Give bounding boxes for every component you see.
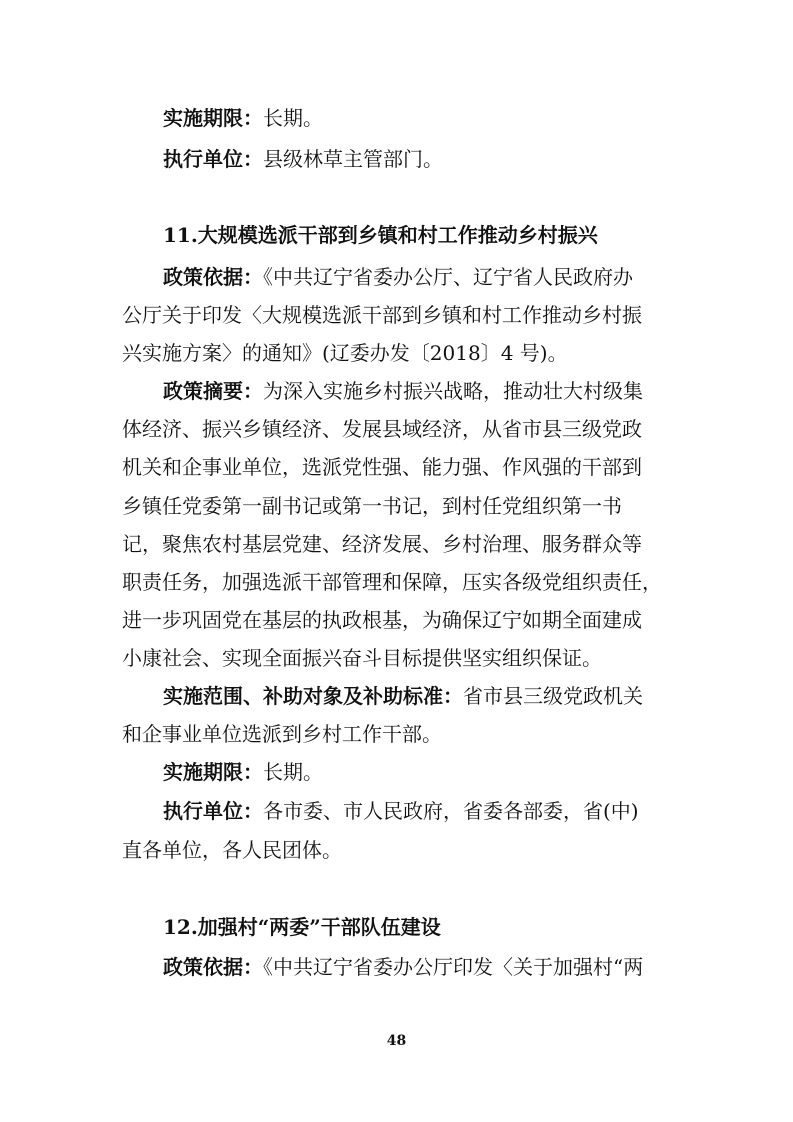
period-label: 实施期限： xyxy=(163,760,263,784)
unit-label: 执行单位： xyxy=(163,799,263,823)
page-number: 48 xyxy=(386,1033,407,1049)
s11-unit-line-1 xyxy=(163,797,639,825)
s11-scope-line-2: 和企事业单位选派到乡村工作干部。 xyxy=(122,722,442,746)
scope-label: 实施范围、补助对象及补助标准： xyxy=(163,684,463,708)
s11-summary-line-2: 体经济、振兴乡镇经济、发展县域经济，从省市县三级党政 xyxy=(122,417,642,441)
scope-text: 省市县三级党政机关 xyxy=(463,684,643,708)
s11-summary-line-3: 机关和企事业单位，选派党性强、能力强、作风强的干部到 xyxy=(122,455,642,479)
s11-summary-line-1 xyxy=(163,377,643,405)
s11-basis-line-2: 公厅关于印发〈大规模选派干部到乡镇和村工作推动乡村振 xyxy=(122,303,642,327)
period-value: 长期。 xyxy=(263,106,323,130)
unit-value: 县级林草主管部门。 xyxy=(263,147,443,171)
period-value: 长期。 xyxy=(263,760,323,784)
s11-scope-line-1 xyxy=(163,682,643,710)
basis-text: 《中共辽宁省委办公厅印发〈关于加强村“两 xyxy=(263,955,644,979)
unit-label: 执行单位： xyxy=(163,147,263,171)
summary-text: 为深入实施乡村振兴战略，推动壮大村级集 xyxy=(263,379,643,403)
s11-summary-line-6: 职责任务，加强选派干部管理和保障，压实各级党组织责任， xyxy=(122,570,662,594)
s11-summary-line-4: 乡镇任党委第一副书记或第一书记，到村任党组织第一书 xyxy=(122,494,622,518)
section-11-heading: 11.大规模选派干部到乡镇和村工作推动乡村振兴 xyxy=(163,223,598,247)
section-12-heading: 12.加强村“两委”干部队伍建设 xyxy=(163,915,441,939)
s11-basis-line-3: 兴实施方案〉的通知》(辽委办发〔2018〕4 号)。 xyxy=(122,341,568,365)
s11-basis-line-1 xyxy=(163,263,633,291)
s11-unit-line-2: 直各单位，各人民团体。 xyxy=(122,838,342,862)
basis-label: 政策依据： xyxy=(163,265,263,289)
period-label: 实施期限： xyxy=(163,106,263,130)
s11-summary-line-8: 小康社会、实现全面振兴奋斗目标提供坚实组织保证。 xyxy=(122,646,602,670)
basis-label: 政策依据： xyxy=(163,955,263,979)
s11-summary-line-7: 进一步巩固党在基层的执政根基，为确保辽宁如期全面建成 xyxy=(122,608,642,632)
period-row-prev xyxy=(163,104,323,132)
s11-summary-line-5: 记，聚焦农村基层党建、经济发展、乡村治理、服务群众等 xyxy=(122,532,642,556)
s12-basis-line-1 xyxy=(163,953,643,981)
summary-label: 政策摘要： xyxy=(163,379,263,403)
s11-period-row xyxy=(163,758,323,786)
basis-text: 《中共辽宁省委办公厅、辽宁省人民政府办 xyxy=(263,265,633,289)
unit-row-prev xyxy=(163,145,443,173)
unit-text: 各市委、市人民政府，省委各部委，省(中) xyxy=(263,799,639,823)
